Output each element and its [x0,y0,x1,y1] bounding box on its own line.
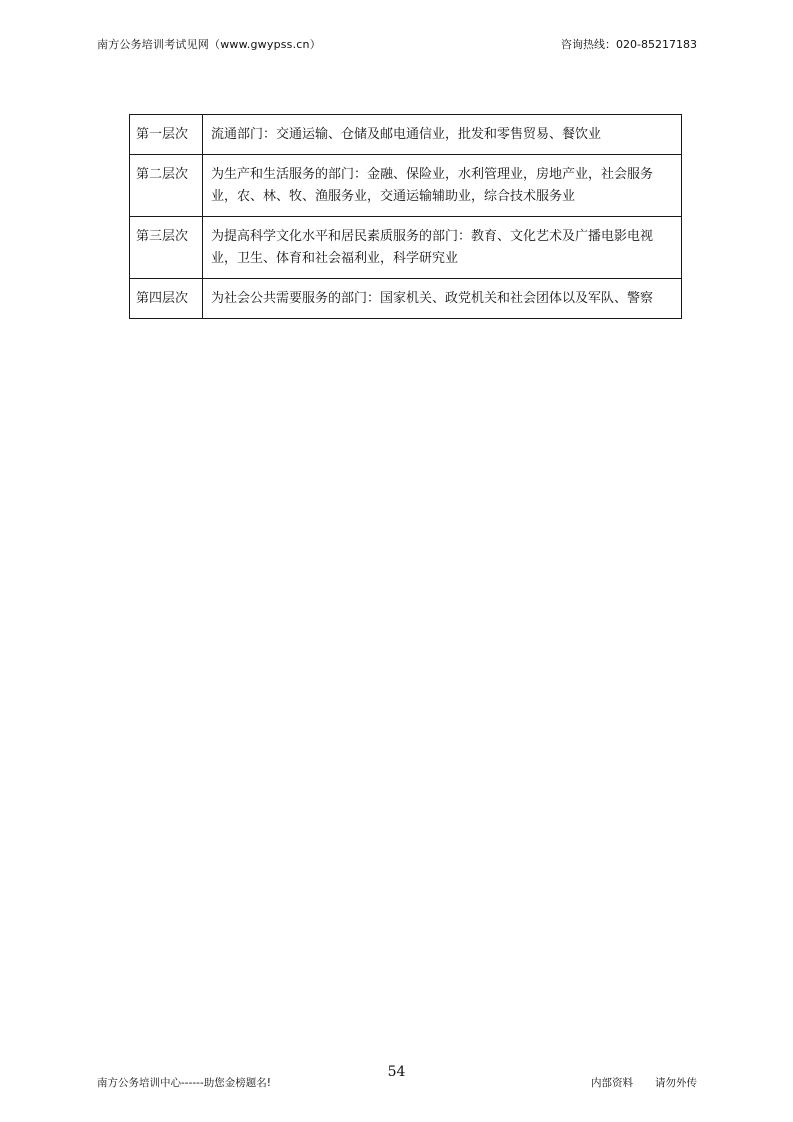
table-row [130,279,682,319]
description-cell: 为提高科学文化水平和居民素质服务的部门：教育、文化艺术及广播电影电视业，卫生、体育和社会福利业，科学研究业 [203,217,682,279]
level-cell: 第一层次 [130,115,203,155]
description-cell: 流通部门：交通运输、仓储及邮电通信业，批发和零售贸易、餐饮业 [203,115,682,155]
header-hotline: 咨询热线：020-85217183 [561,38,697,51]
level-cell: 第二层次 [130,155,203,217]
table-row [130,115,682,155]
footer-internal-label: 内部资料 [591,1077,633,1089]
level-cell: 第四层次 [130,279,203,319]
description-cell: 为社会公共需要服务的部门：国家机关、政党机关和社会团体以及军队、警察 [203,279,682,319]
footer-slogan: 南方公务培训中心------助您金榜题名! [97,1077,271,1089]
page-number: 54 [387,1064,406,1080]
footer-notice [591,1075,697,1090]
header-site-name: 南方公务培训考试见网（www.gwypss.cn） [97,38,321,51]
table-row [130,217,682,279]
service-levels-table [129,114,682,319]
description-cell: 为生产和生活服务的部门：金融、保险业，水利管理业，房地产业，社会服务业，农、林、牧、渔服务业，交通运输辅助业，综合技术服务业 [203,155,682,217]
level-cell: 第三层次 [130,217,203,279]
footer-no-distribute-label: 请勿外传 [655,1077,697,1089]
table-row [130,155,682,217]
